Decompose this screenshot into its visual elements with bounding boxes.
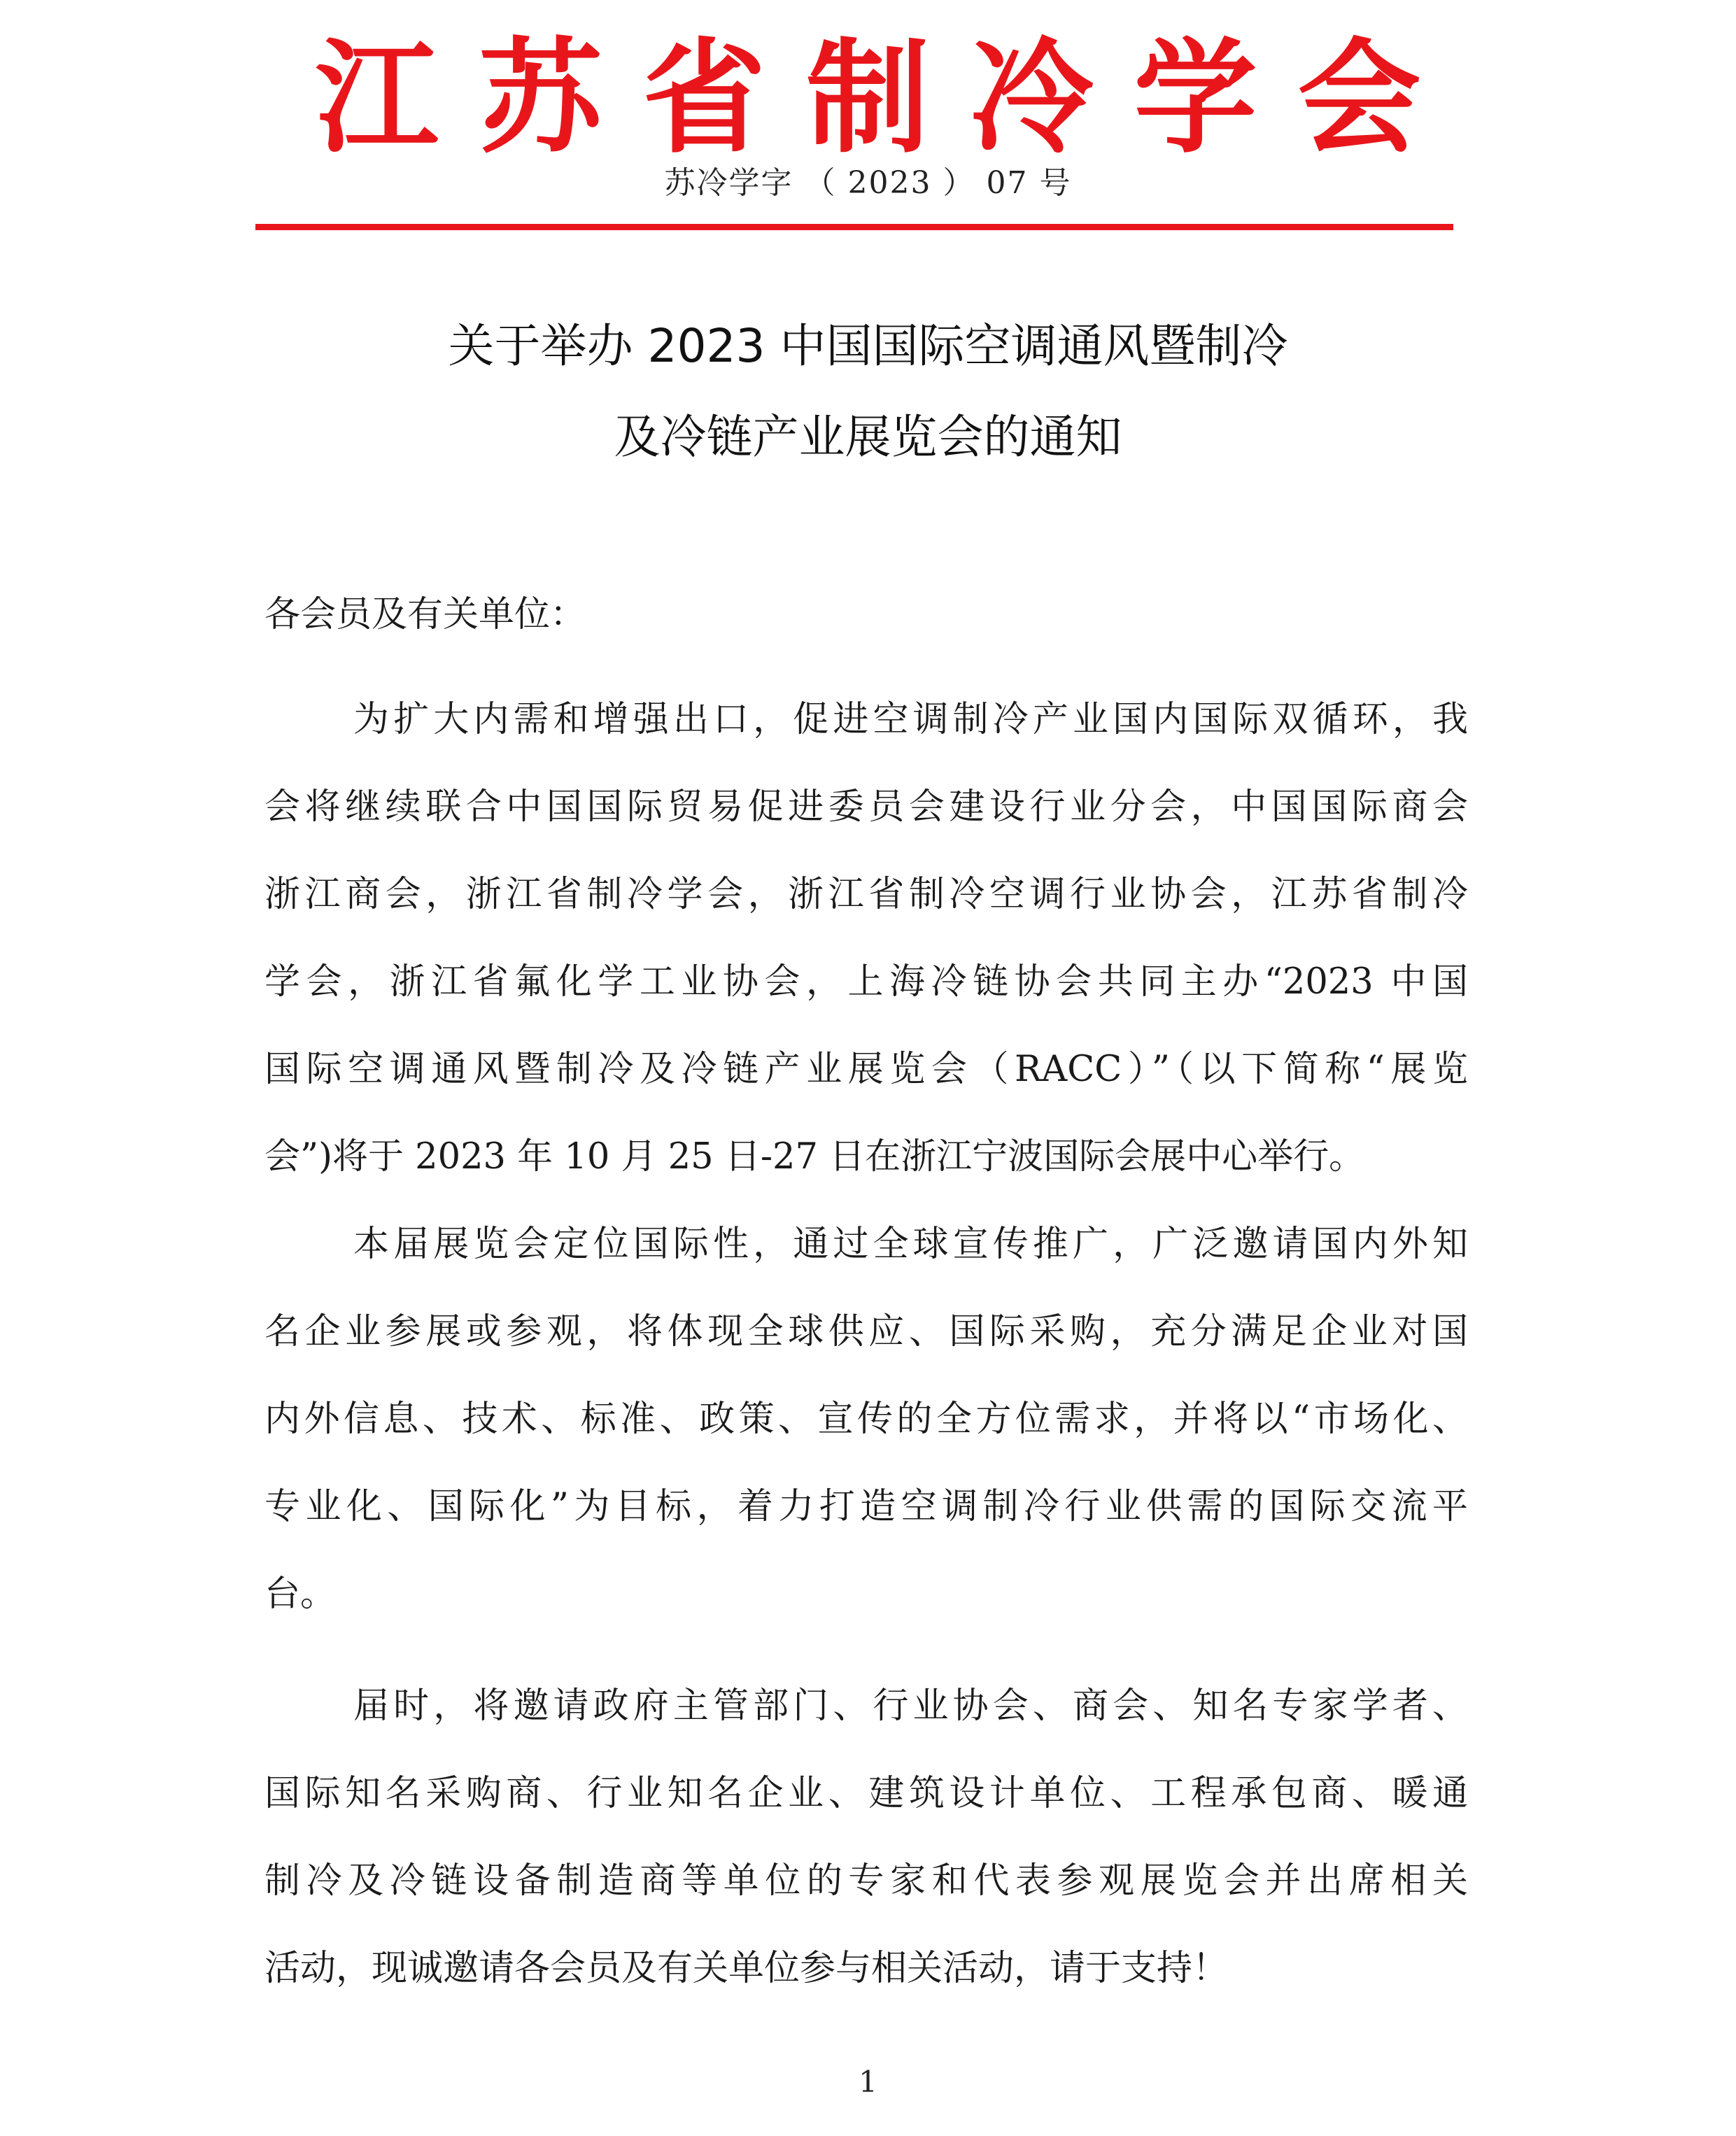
body-line: 内外信息、技术、标准、政策、宣传的全方位需求，并将以“市场化、 xyxy=(264,1399,1468,1440)
notice-title-line-1: 关于举办 2023 中国国际空调通风暨制冷 xyxy=(448,319,1288,373)
body-line: 专业化、国际化”为目标，着力打造空调制冷行业供需的国际交流平 xyxy=(264,1486,1468,1527)
body-line: 名企业参展或参观，将体现全球供应、国际采购，充分满足企业对国 xyxy=(264,1311,1468,1352)
page-number: 1 xyxy=(859,2065,877,2099)
body-line: 会将继续联合中国国际贸易促进委员会建设行业分会，中国国际商会 xyxy=(264,786,1468,828)
body-line: 本届展览会定位国际性，通过全球宣传推广，广泛邀请国内外知 xyxy=(353,1224,1468,1265)
body-line: 台。 xyxy=(264,1573,337,1615)
document-number: 苏冷学字 （ 2023 ） 07 号 xyxy=(664,165,1072,201)
body-line: 学会，浙江省氟化学工业协会，上海冷链协会共同主办“2023 中国 xyxy=(264,961,1468,1003)
header-divider xyxy=(255,224,1453,230)
organization-header: 江苏省制冷学会 xyxy=(315,25,1462,170)
body-line: 浙江商会，浙江省制冷学会，浙江省制冷空调行业协会，江苏省制冷 xyxy=(264,874,1468,915)
body-line: 届时，将邀请政府主管部门、行业协会、商会、知名专家学者、 xyxy=(353,1685,1468,1727)
body-line: 为扩大内需和增强出口，促进空调制冷产业国内国际双循环，我 xyxy=(353,699,1468,740)
body-line: 制冷及冷链设备制造商等单位的专家和代表参观展览会并出席相关 xyxy=(264,1860,1468,1902)
salutation: 各会员及有关单位： xyxy=(264,594,586,635)
body-line: 会”)将于 2023 年 10 月 25 日-27 日在浙江宁波国际会展中心举行。 xyxy=(264,1136,1365,1177)
body-line: 国际空调通风暨制冷及冷链产业展览会（RACC）”（以下简称“展览 xyxy=(264,1049,1468,1090)
body-line: 活动，现诚邀请各会员及有关单位参与相关活动，请于支持！ xyxy=(264,1948,1229,1989)
notice-title-line-2: 及冷链产业展览会的通知 xyxy=(614,410,1122,464)
body-line: 国际知名采购商、行业知名企业、建筑设计单位、工程承包商、暖通 xyxy=(264,1773,1468,1814)
